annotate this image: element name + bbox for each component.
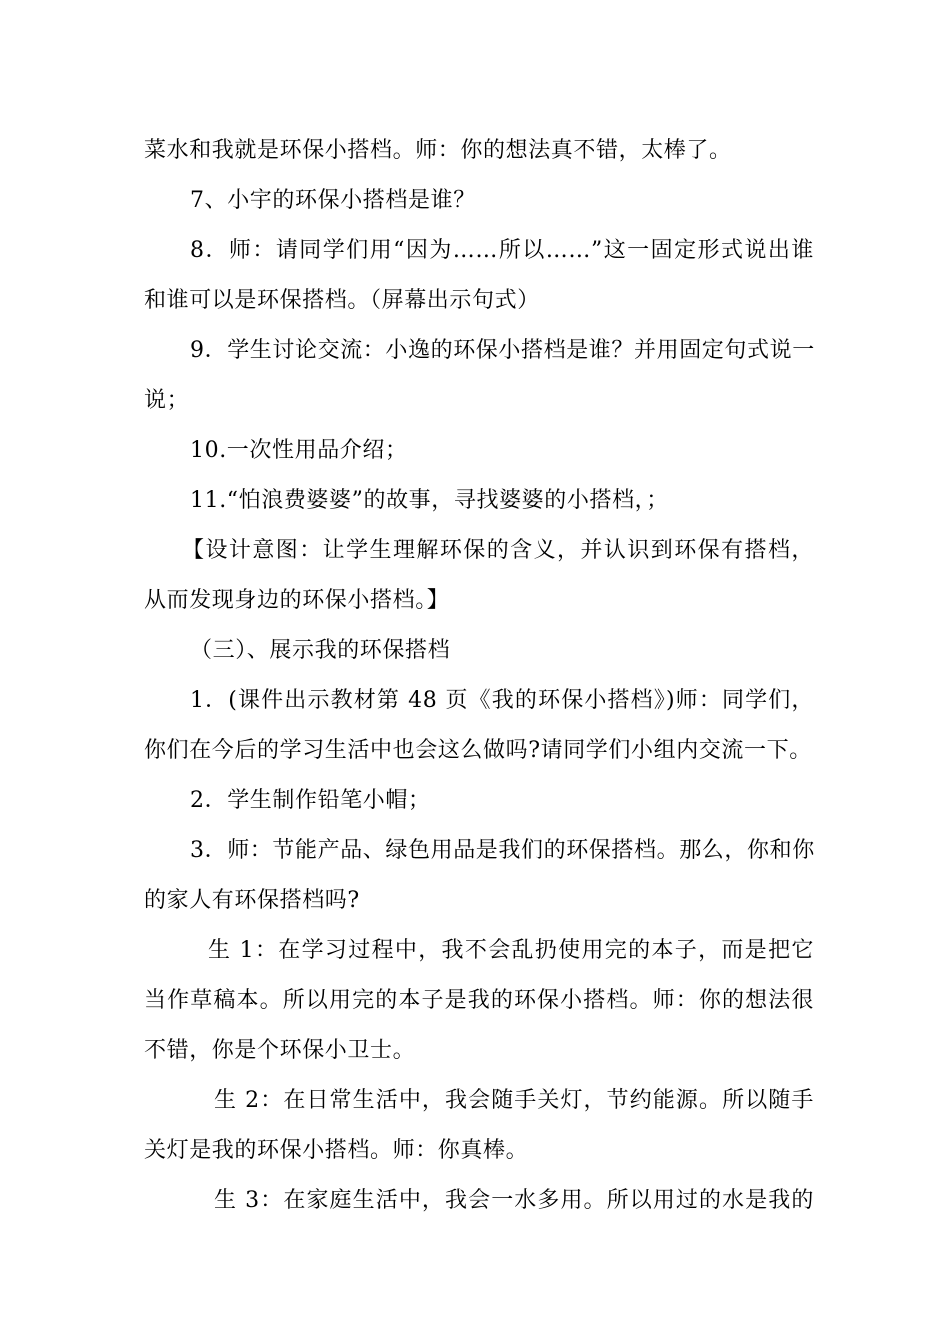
section-heading: （三）、展示我的环保搭档 [190, 638, 451, 663]
paragraph-line: 的家人有环保搭档吗? [144, 888, 360, 913]
design-intent-line: 从而发现身边的环保小搭档。】 [144, 588, 450, 613]
paragraph-line: 10.一次性用品介绍； [190, 438, 408, 463]
paragraph-line: 1．(课件出示教材第 48 页《我的环保小搭档》)师：同学们， [190, 688, 814, 713]
student-answer-line: 不错，你是个环保小卫士。 [144, 1038, 416, 1063]
paragraph-line: 2．学生制作铅笔小帽； [190, 788, 431, 813]
paragraph-line: 菜水和我就是环保小搭档。师：你的想法真不错，太棒了。 [144, 138, 732, 163]
paragraph-line: 8．师：请同学们用“因为……所以……”这一固定形式说出谁 [190, 238, 814, 263]
student-answer-line: 生 2：在日常生活中，我会随手关灯，节约能源。所以随手 [214, 1088, 814, 1113]
paragraph-line: 9．学生讨论交流：小逸的环保小搭档是谁？并用固定句式说一 [190, 338, 815, 363]
paragraph-line: 你们在今后的学习生活中也会这么做吗?请同学们小组内交流一下。 [144, 738, 812, 763]
paragraph-line: 和谁可以是环保搭档。（屏幕出示句式） [144, 288, 540, 313]
paragraph-line: 说； [144, 388, 190, 413]
paragraph-line: 11.“怕浪费婆婆”的故事，寻找婆婆的小搭档，； [190, 488, 669, 513]
student-answer-line: 生 3：在家庭生活中，我会一水多用。所以用过的水是我的 [214, 1188, 814, 1213]
design-intent-line: 【设计意图：让学生理解环保的含义，并认识到环保有搭档， [182, 538, 814, 563]
paragraph-line: 7、小宇的环保小搭档是谁？ [190, 188, 476, 213]
student-answer-line: 关灯是我的环保小搭档。师：你真棒。 [144, 1138, 529, 1163]
student-answer-line: 生 1：在学习过程中，我不会乱扔使用完的本子，而是把它 [208, 938, 814, 963]
paragraph-line: 3．师：节能产品、绿色用品是我们的环保搭档。那么，你和你 [190, 838, 815, 863]
student-answer-line: 当作草稿本。所以用完的本子是我的环保小搭档。师：你的想法很 [144, 988, 814, 1013]
